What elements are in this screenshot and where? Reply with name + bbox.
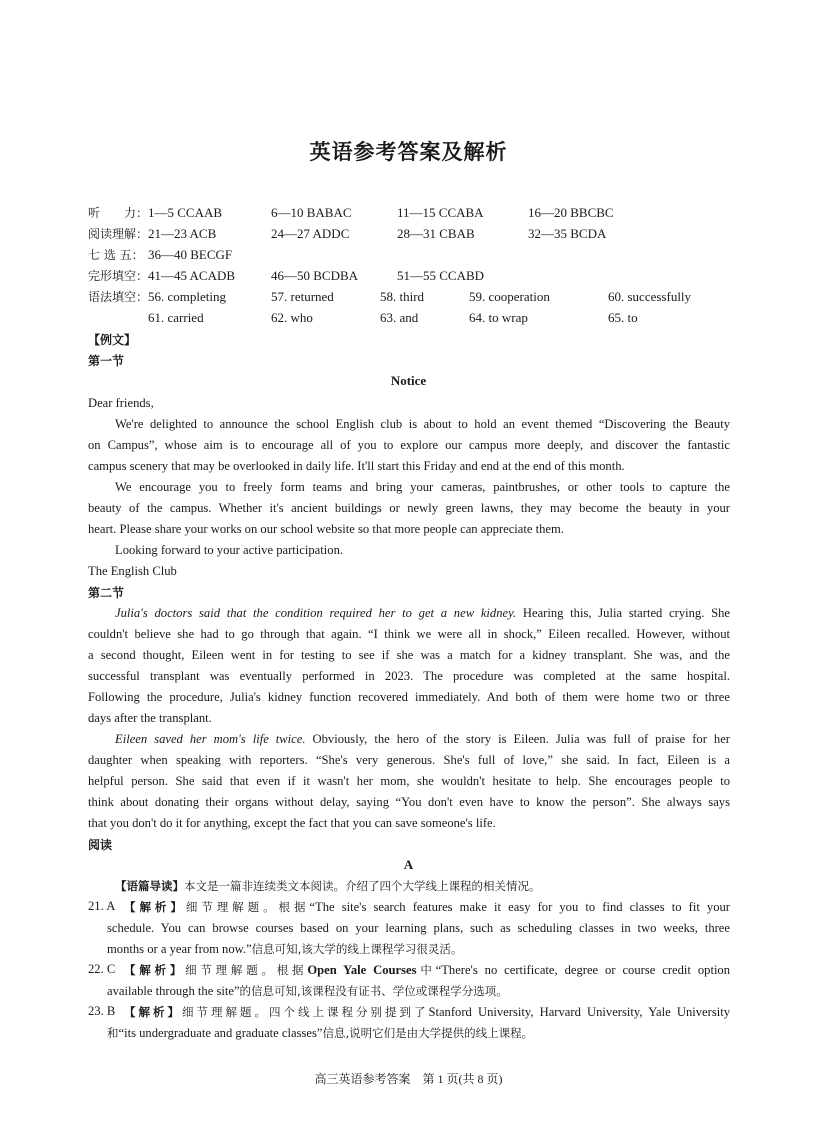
story-line: successful transplant was eventually performed in 2023. The procedure was completed at the same hospital. bbox=[88, 669, 730, 683]
listening-label: 听 力： bbox=[88, 206, 149, 220]
explanation-lead: 细节理解题。根据 bbox=[185, 900, 310, 914]
letter-line: beauty of the campus. Whether it's ancient buildings or newly green lawns, they may become the beauty in your bbox=[88, 501, 730, 515]
explanation-line: schedule. You can browse courses based on your learning plans, such as scheduling classes in two weeks, three bbox=[107, 921, 730, 935]
story-line: think about donating their organs without delay, saying “You don't even have to know the person”. She always says bbox=[88, 795, 730, 809]
letter-line: on Campus”, whose aim is to encourage all of you to explore our campus more deeply, and discover the fantastic bbox=[88, 438, 730, 452]
answer-group: 6—10 BABAC bbox=[271, 205, 352, 220]
answer-item: 61. carried bbox=[148, 310, 204, 325]
letter-line: We're delighted to announce the school English club is about to hold an event themed “Discovering the Beauty bbox=[115, 417, 730, 431]
explanation-lead: 细节理解题。根据 bbox=[185, 963, 308, 977]
answer-group: 21—23 ACB bbox=[148, 226, 217, 241]
story-text: Hearing this, Julia started crying. She bbox=[516, 606, 730, 620]
sample-label: 【例文】 bbox=[88, 333, 137, 347]
explanation-conclusion: 信息可知,该大学的线上课程学习很灵活。 bbox=[251, 942, 463, 956]
story-text: Obviously, the hero of the story is Eileen. Julia was full of praise for her bbox=[305, 732, 731, 746]
answer-group: 1—5 CCAAB bbox=[148, 205, 223, 220]
answer-item: 56. completing bbox=[148, 289, 226, 304]
guide-text: 本文是一篇非连续类文本阅读。介绍了四个大学线上课程的相关情况。 bbox=[184, 879, 541, 893]
answer-item: 60. successfully bbox=[608, 289, 692, 304]
grammar-label: 语法填空： bbox=[88, 290, 149, 304]
explanation-lead: 细节理解题。四个线上课程分别提到了 bbox=[182, 1005, 429, 1019]
story-line: that you don't do it for anything, except the fact that you can save someone's life. bbox=[88, 816, 496, 830]
letter-signature: The English Club bbox=[88, 564, 177, 578]
explanation-line bbox=[124, 899, 730, 915]
answer-group: 24—27 ADDC bbox=[271, 226, 350, 241]
answer-group: 46—50 BCDBA bbox=[271, 268, 359, 283]
explanation-tag: 【解析】 bbox=[124, 963, 186, 977]
story-second-sentence: Eileen saved her mom's life twice. bbox=[115, 732, 306, 746]
explanation-quote: “its undergraduate and graduate classes” bbox=[118, 1026, 323, 1040]
passage-guide bbox=[115, 878, 730, 894]
letter-line: We encourage you to freely form teams and bring your cameras, paintbrushes, or other tools to capture the bbox=[115, 480, 730, 494]
story-line bbox=[115, 605, 730, 621]
answer-item: 62. who bbox=[271, 310, 313, 325]
explanation-quote: “The site's search features make it easy for you to find classes to fit your bbox=[309, 900, 730, 914]
reading-label: 阅读理解： bbox=[88, 227, 149, 241]
explanation-mid: 中 bbox=[416, 963, 436, 977]
letter-greeting: Dear friends, bbox=[88, 396, 154, 410]
letter-line: Looking forward to your active participation. bbox=[115, 543, 344, 557]
answer-group: 11—15 CCABA bbox=[397, 205, 484, 220]
question-number: 21. A bbox=[88, 899, 116, 913]
page-footer: 高三英语参考答案 第 1 页(共 8 页) bbox=[314, 1072, 503, 1086]
course-name: Open Yale Courses bbox=[307, 963, 417, 977]
explanation-tag: 【解析】 bbox=[124, 900, 186, 914]
story-line: couldn't believe she had to go through that again. “I think we were all in shock,” Eileen recalled. However, without bbox=[88, 627, 730, 641]
question-number: 22. C bbox=[88, 962, 116, 976]
story-first-sentence: Julia's doctors said that the condition required her to get a new kidney. bbox=[115, 606, 517, 620]
notice-title: Notice bbox=[390, 373, 427, 388]
explanation-conclusion: 信息,说明它们是由大学提供的线上课程。 bbox=[322, 1026, 534, 1040]
explanation-line bbox=[124, 1004, 730, 1020]
answer-group: 41—45 ACADB bbox=[148, 268, 236, 283]
story-line: daughter when speaking with reporters. “She's very generous. She's full of love,” she said. In fact, Eileen is a bbox=[88, 753, 730, 767]
explanation-quote: available through the site” bbox=[107, 984, 240, 998]
story-line bbox=[115, 731, 730, 747]
explanation-line bbox=[107, 941, 730, 957]
answer-group: 16—20 BBCBC bbox=[528, 205, 614, 220]
answer-item: 64. to wrap bbox=[469, 310, 528, 325]
explanation-line bbox=[124, 962, 730, 978]
answer-item: 63. and bbox=[380, 310, 419, 325]
answer-item: 57. returned bbox=[271, 289, 334, 304]
explanation-tag: 【解析】 bbox=[124, 1005, 182, 1019]
answer-item: 58. third bbox=[380, 289, 425, 304]
story-line: Following the procedure, Julia's kidney function recovered immediately. And both of them were home two or three bbox=[88, 690, 730, 704]
letter-line: heart. Please share your works on our school website so that more people can appreciate them. bbox=[88, 522, 564, 536]
seven-label: 七 选 五： bbox=[88, 248, 144, 262]
answer-group: 28—31 CBAB bbox=[397, 226, 475, 241]
story-line: a second thought, Eileen went in for testing to see if she was a match for a kidney transplant. She was, and the bbox=[88, 648, 730, 662]
answer-item: 59. cooperation bbox=[469, 289, 550, 304]
answer-group: 32—35 BCDA bbox=[528, 226, 607, 241]
answer-group: 36—40 BECGF bbox=[148, 247, 233, 262]
explanation-line bbox=[107, 1025, 730, 1041]
story-line: helpful person. She said that even if it wasn't her mom, she wouldn't hesitate to help. She encourages people to bbox=[88, 774, 730, 788]
explanation-quote: months or a year from now.” bbox=[107, 942, 252, 956]
answer-group: 51—55 CCABD bbox=[397, 268, 485, 283]
story-line: days after the transplant. bbox=[88, 711, 212, 725]
university-list: Stanford University, Harvard University, Yale University bbox=[428, 1005, 731, 1019]
explanation-quote: “There's no certificate, degree or course credit option bbox=[435, 963, 731, 977]
explanation-and: 和 bbox=[107, 1026, 119, 1040]
guide-tag: 【语篇导读】 bbox=[115, 879, 184, 893]
explanation-conclusion: 的信息可知,该课程没有证书、学位或课程学分选项。 bbox=[239, 984, 508, 998]
letter-line: campus scenery that may be overlooked in daily life. It'll start this Friday and end at the end of this month. bbox=[88, 459, 625, 473]
section1-label: 第一节 bbox=[88, 354, 125, 368]
page-title: 英语参考答案及解析 bbox=[309, 140, 508, 164]
section2-label: 第二节 bbox=[88, 586, 125, 600]
cloze-label: 完形填空： bbox=[88, 269, 149, 283]
passage-label: A bbox=[403, 857, 414, 872]
explanation-line bbox=[107, 983, 730, 999]
answer-item: 65. to bbox=[608, 310, 638, 325]
reading-section-label: 阅读 bbox=[88, 838, 113, 852]
question-number: 23. B bbox=[88, 1004, 116, 1018]
